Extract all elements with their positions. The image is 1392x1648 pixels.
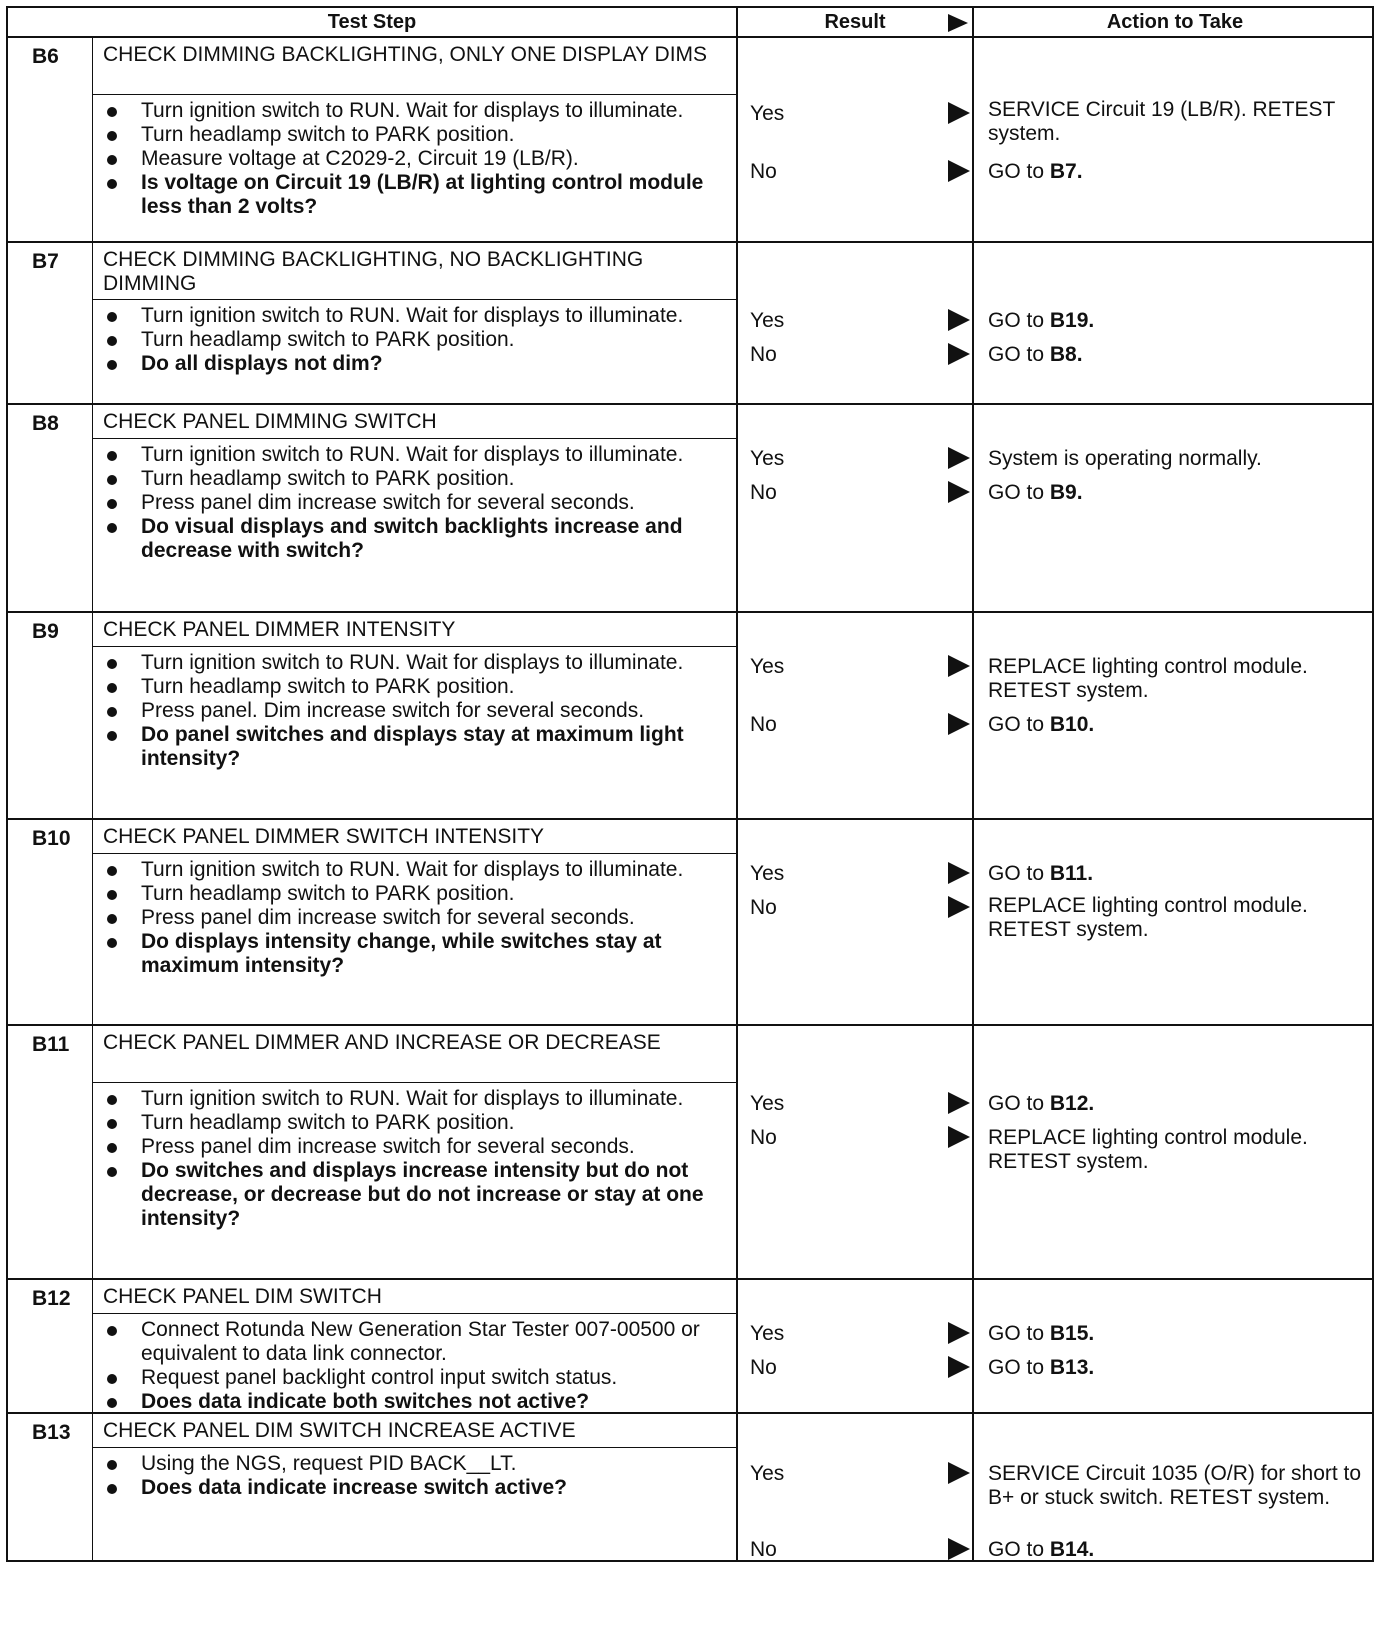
step-instructions [93,854,736,982]
arrow-right-icon [948,1126,970,1148]
result-option [750,1356,972,1382]
action-label: SERVICE Circuit 1035 (O/R) for short to B+ or stuck switch. RETEST system. [988,1462,1362,1509]
result-option [750,447,972,473]
instruction-item: Turn ignition switch to RUN. Wait for displays to illuminate. [105,651,726,675]
action-text [988,309,1366,333]
action-text [988,343,1366,367]
action-label: REPLACE lighting control module. RETEST system. [988,655,1308,702]
action-text [988,1356,1366,1380]
action-text [988,98,1366,146]
result-label: No [750,160,777,183]
action-label: GO to [988,309,1050,332]
action-cell [974,243,1376,403]
instruction-item: Press panel dim increase switch for several seconds. [105,906,726,930]
action-step-ref: B19. [1049,309,1095,332]
result-option [750,102,972,128]
header-test-step: Test Step [8,8,738,36]
result-cell [738,1414,974,1560]
arrow-right-icon [948,14,968,32]
step-question: Do all displays not dim? [105,352,726,376]
result-label: No [750,713,777,736]
step-id: B8 [8,405,93,611]
arrow-right-icon [948,309,970,331]
step-title: CHECK DIMMING BACKLIGHTING, ONLY ONE DISPLAY DIMS [93,38,736,95]
step-row-b13 [6,1414,1374,1562]
test-step-cell [93,243,738,403]
result-label: Yes [750,862,785,885]
instruction-item: Press panel dim increase switch for several seconds. [105,1135,726,1159]
step-instructions [93,1448,736,1504]
instruction-item: Turn headlamp switch to PARK position. [105,675,726,699]
action-text [988,447,1366,471]
result-label: Yes [750,1322,785,1345]
step-question: Do panel switches and displays stay at maximum light intensity? [105,723,726,771]
arrow-right-icon [948,896,970,918]
action-cell [974,405,1376,611]
instruction-item: Turn headlamp switch to PARK position. [105,467,726,491]
result-label: Yes [750,1462,785,1485]
action-text [988,1322,1366,1346]
result-cell [738,243,974,403]
action-label: GO to [988,713,1050,736]
arrow-right-icon [948,343,970,365]
step-question: Does data indicate both switches not active? [105,1390,726,1414]
step-title: CHECK PANEL DIMMING SWITCH [93,405,736,439]
action-label: GO to [988,160,1050,183]
result-label: Yes [750,447,785,470]
step-title: CHECK PANEL DIMMER AND INCREASE OR DECREASE [93,1026,736,1083]
arrow-right-icon [948,1462,970,1484]
result-label: No [750,1538,777,1561]
step-title: CHECK PANEL DIMMER INTENSITY [93,613,736,647]
result-option [750,862,972,888]
step-id: B9 [8,613,93,818]
action-step-ref: B12. [1049,1092,1095,1115]
action-text [988,655,1366,703]
arrow-right-icon [948,1538,970,1560]
action-text [988,1092,1366,1116]
instruction-item: Request panel backlight control input switch status. [105,1366,726,1390]
step-instructions [93,95,736,223]
result-label: No [750,343,777,366]
action-label: REPLACE lighting control module. RETEST system. [988,894,1308,941]
action-cell [974,1026,1376,1278]
test-step-cell [93,1026,738,1278]
arrow-right-icon [948,102,970,124]
result-option [750,713,972,739]
action-label: GO to [988,1538,1050,1561]
diagnostic-table [6,6,1374,1562]
step-id: B13 [8,1414,93,1560]
result-option [750,160,972,186]
action-cell [974,820,1376,1024]
step-title: CHECK DIMMING BACKLIGHTING, NO BACKLIGHTING DIMMING [93,243,736,300]
arrow-right-icon [948,1322,970,1344]
result-option [750,1538,972,1564]
arrow-right-icon [948,1092,970,1114]
arrow-right-icon [948,862,970,884]
step-instructions [93,1083,736,1235]
instruction-item: Turn ignition switch to RUN. Wait for displays to illuminate. [105,99,726,123]
instruction-item: Using the NGS, request PID BACK__LT. [105,1452,726,1476]
result-cell [738,820,974,1024]
result-option [750,1126,972,1152]
result-cell [738,1280,974,1418]
result-label: No [750,1126,777,1149]
test-step-cell [93,38,738,241]
action-label: System is operating normally. [988,447,1262,470]
arrow-right-icon [948,481,970,503]
step-title: CHECK PANEL DIM SWITCH [93,1280,736,1314]
action-step-ref: B10. [1049,713,1095,736]
arrow-right-icon [948,1356,970,1378]
result-option [750,1092,972,1118]
step-row-b11 [6,1026,1374,1280]
result-cell [738,38,974,241]
action-label: GO to [988,1092,1050,1115]
action-text [988,1538,1366,1562]
instruction-item: Turn headlamp switch to PARK position. [105,882,726,906]
action-text [988,1126,1366,1174]
result-option [750,655,972,681]
result-option [750,896,972,922]
action-label: GO to [988,1322,1050,1345]
step-row-b6 [6,38,1374,243]
step-id: B12 [8,1280,93,1418]
action-text [988,862,1366,886]
action-step-ref: B13. [1049,1356,1095,1379]
header-result-label: Result [824,11,886,33]
result-label: Yes [750,1092,785,1115]
step-question: Do visual displays and switch backlights increase and decrease with switch? [105,515,726,563]
action-cell [974,1414,1376,1560]
steps-container [6,38,1374,1562]
instruction-item: Measure voltage at C2029-2, Circuit 19 (LB/R). [105,147,726,171]
step-id: B7 [8,243,93,403]
result-label: No [750,481,777,504]
step-row-b12 [6,1280,1374,1414]
arrow-right-icon [948,160,970,182]
step-row-b10 [6,820,1374,1026]
result-label: No [750,1356,777,1379]
instruction-item: Turn ignition switch to RUN. Wait for displays to illuminate. [105,304,726,328]
step-title: CHECK PANEL DIM SWITCH INCREASE ACTIVE [93,1414,736,1448]
step-id: B10 [8,820,93,1024]
step-title: CHECK PANEL DIMMER SWITCH INTENSITY [93,820,736,854]
step-instructions [93,439,736,567]
step-instructions [93,647,736,775]
step-question: Do displays intensity change, while switches stay at maximum intensity? [105,930,726,978]
result-cell [738,613,974,818]
test-step-cell [93,1414,738,1560]
step-id: B6 [8,38,93,241]
step-question: Is voltage on Circuit 19 (LB/R) at lighting control module less than 2 volts? [105,171,726,219]
step-row-b9 [6,613,1374,820]
action-step-ref: B7. [1049,160,1083,183]
header-result [738,8,974,36]
instruction-item: Turn headlamp switch to PARK position. [105,123,726,147]
instruction-item: Turn ignition switch to RUN. Wait for displays to illuminate. [105,1087,726,1111]
result-option [750,309,972,335]
step-instructions [93,300,736,380]
test-step-cell [93,613,738,818]
action-text [988,1462,1366,1510]
instruction-item: Connect Rotunda New Generation Star Tester 007-00500 or equivalent to data link connector. [105,1318,726,1366]
instruction-item: Turn ignition switch to RUN. Wait for displays to illuminate. [105,858,726,882]
instruction-item: Turn ignition switch to RUN. Wait for displays to illuminate. [105,443,726,467]
action-label: GO to [988,343,1050,366]
instruction-item: Turn headlamp switch to PARK position. [105,328,726,352]
action-step-ref: B15. [1049,1322,1095,1345]
action-text [988,894,1366,942]
arrow-right-icon [948,655,970,677]
instruction-item: Press panel dim increase switch for several seconds. [105,491,726,515]
result-cell [738,405,974,611]
instruction-item: Press panel. Dim increase switch for several seconds. [105,699,726,723]
action-label: GO to [988,862,1050,885]
step-row-b8 [6,405,1374,613]
action-label: GO to [988,481,1050,504]
result-option [750,1322,972,1348]
action-text [988,481,1366,505]
action-label: REPLACE lighting control module. RETEST system. [988,1126,1308,1173]
arrow-right-icon [948,447,970,469]
result-label: Yes [750,102,785,125]
test-step-cell [93,405,738,611]
instruction-item: Turn headlamp switch to PARK position. [105,1111,726,1135]
action-step-ref: B9. [1049,481,1083,504]
action-label: SERVICE Circuit 19 (LB/R). RETEST system. [988,98,1335,145]
result-label: No [750,896,777,919]
step-instructions [93,1314,736,1418]
action-step-ref: B8. [1049,343,1083,366]
result-option [750,1462,972,1488]
action-cell [974,613,1376,818]
result-cell [738,1026,974,1278]
action-cell [974,38,1376,241]
result-label: Yes [750,655,785,678]
action-step-ref: B14. [1049,1538,1095,1561]
arrow-right-icon [948,713,970,735]
test-step-cell [93,820,738,1024]
action-step-ref: B11. [1049,862,1094,885]
result-option [750,343,972,369]
step-id: B11 [8,1026,93,1278]
action-cell [974,1280,1376,1418]
action-label: GO to [988,1356,1050,1379]
action-text [988,160,1366,184]
action-text [988,713,1366,737]
result-label: Yes [750,309,785,332]
step-question: Does data indicate increase switch active? [105,1476,726,1500]
result-option [750,481,972,507]
test-step-cell [93,1280,738,1418]
header-action: Action to Take [1106,11,1244,33]
step-question: Do switches and displays increase intensity but do not decrease, or decrease but do not increase or stay at one intensity? [105,1159,726,1231]
table-header [6,6,1374,38]
step-row-b7 [6,243,1374,405]
